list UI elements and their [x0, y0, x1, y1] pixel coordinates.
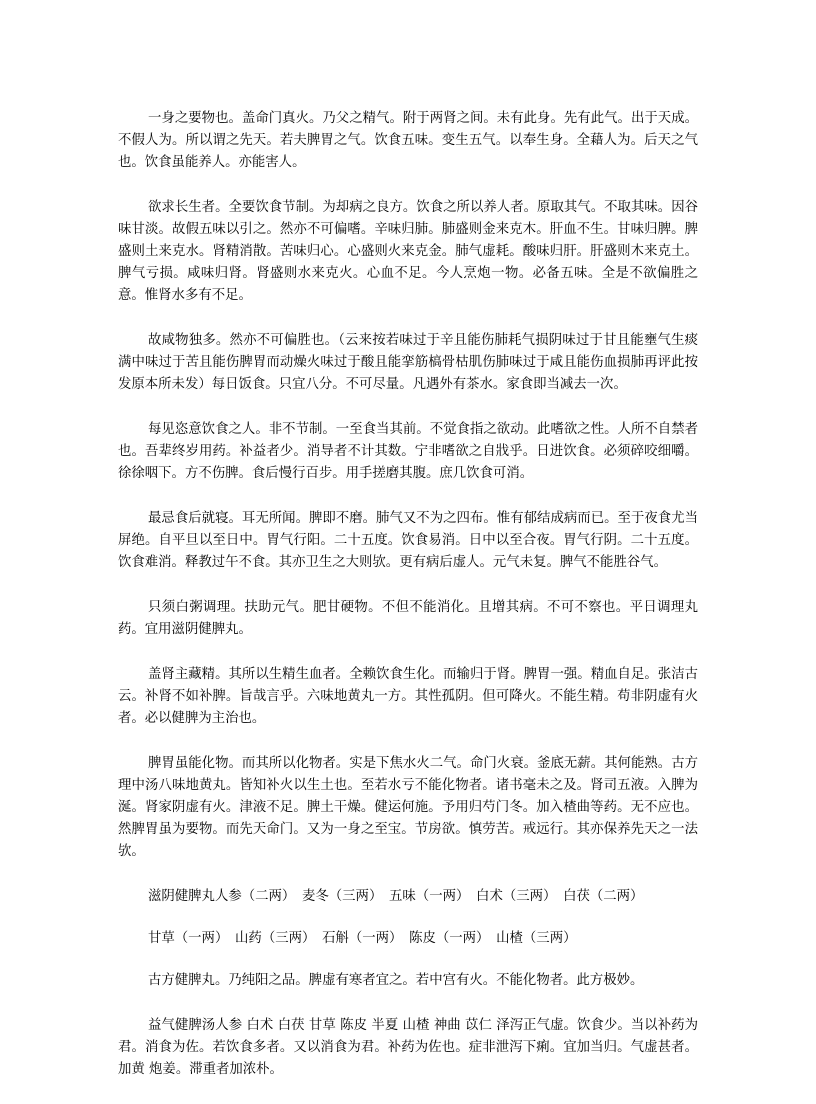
paragraph-ancient-formula: 古方健脾丸。乃纯阳之品。脾虚有寒者宜之。若中宫有火。不能化物者。此方极妙。 [148, 973, 644, 988]
formula-ingredients-line-2: 甘草（一两） 山药（三两） 石斛（一两） 陈皮（一两） 山楂（三两） [148, 931, 577, 946]
paragraph-8: 脾胃虽能化物。而其所以化物者。实是下焦水火二气。命门火衰。釜底无薪。其何能熟。古方理中汤八味地黄丸。皆知补火以生土也。至若水亏不能化物者。诸书毫未之及。肾司五液。入脾为涎。肾家阴虚有火。津液不足。脾土干燥。健运何施。予用归芍门冬。加入楂曲等药。无不应也。然脾胃虽为要物。而先天命门。又为一身之至宝。节房欲。慎劳苦。戒远行。其亦保养先天之一法欤。 [118, 756, 698, 859]
paragraph-6: 只须白粥调理。扶助元气。肥甘硬物。不但不能消化。且增其病。不可不察也。平日调理丸药。宜用滋阴健脾丸。 [118, 600, 698, 637]
paragraph-7: 盖肾主藏精。其所以生精生血者。全赖饮食生化。而输归于肾。脾胃一强。精血自足。张洁古云。补肾不如补脾。旨哉言乎。六味地黄丸一方。其性孤阴。但可降火。不能生精。苟非阴虚有火者。必以健脾为主治也。 [118, 667, 698, 726]
paragraph-1: 一身之要物也。盖命门真火。乃父之精气。附于两肾之间。未有此身。先有此气。出于天成。不假人为。所以谓之先天。若夫脾胃之气。饮食五味。变生五气。以奉生身。全藉人为。后天之气也。饮食虽能养人。亦能害人。 [118, 111, 698, 170]
paragraph-formula-yiqi: 益气健脾汤人参 白术 白茯 甘草 陈皮 半夏 山楂 神曲 苡仁 泽泻正气虚。饮食少。当以补药为君。消食为佐。若饮食多者。又以消食为君。补药为佐也。症非泄泻下痢。宜加当归。气虚甚者。加黄 炮姜。滞重者加浓朴。 [118, 1018, 698, 1077]
paragraph-4: 每见恣意饮食之人。非不节制。一至食当其前。不觉食指之欲动。此嗜欲之性。人所不自禁者也。吾辈终岁用药。补益者少。消导者不计其数。宁非嗜欲之自戕乎。日进饮食。必须碎咬细嚼。徐徐咽下。方不伤脾。食后慢行百步。用手搓磨其腹。庶几饮食可消。 [118, 422, 698, 481]
paragraph-2: 欲求长生者。全要饮食节制。为却病之良方。饮食之所以养人者。原取其气。不取其味。因谷味甘淡。故假五味以引之。然亦不可偏嗜。辛味归肺。肺盛则金来克木。肝血不生。甘味归脾。脾盛则土来克水。肾精消散。苦味归心。心盛则火来克金。肺气虚耗。酸味归肝。肝盛则木来克土。脾气亏损。咸味归肾。肾盛则水来克火。心血不足。今人烹炮一物。必备五味。全是不欲偏胜之意。惟肾水多有不足。 [118, 200, 698, 303]
formula-ingredients-line-1: 滋阴健脾丸人参（二两） 麦冬（三两） 五味（一两） 白术（三两） 白茯（二两） [148, 889, 644, 904]
document-body [118, 108, 698, 1104]
paragraph-5: 最忌食后就寝。耳无所闻。脾即不磨。肺气又不为之四布。惟有郁结成病而已。至于夜食尤当屏绝。自平旦以至日中。胃气行阳。二十五度。饮食易消。日中以至合夜。胃气行阴。二十五度。饮食难消。释教过午不食。其亦卫生之大则欤。更有病后虚人。元气未复。脾气不能胜谷气。 [118, 511, 698, 570]
paragraph-3: 故咸物独多。然亦不可偏胜也。（云来按若味过于辛且能伤肺耗气损阴味过于甘且能壅气生痰满中味过于苦且能伤脾胃而动燥火味过于酸且能挛筋槁骨枯肌伤肺味过于咸且能伤血损肺再评此按发原本所未发）每日饭食。只宜八分。不可尽量。凡遇外有茶水。家食即当减去一次。 [118, 333, 698, 392]
